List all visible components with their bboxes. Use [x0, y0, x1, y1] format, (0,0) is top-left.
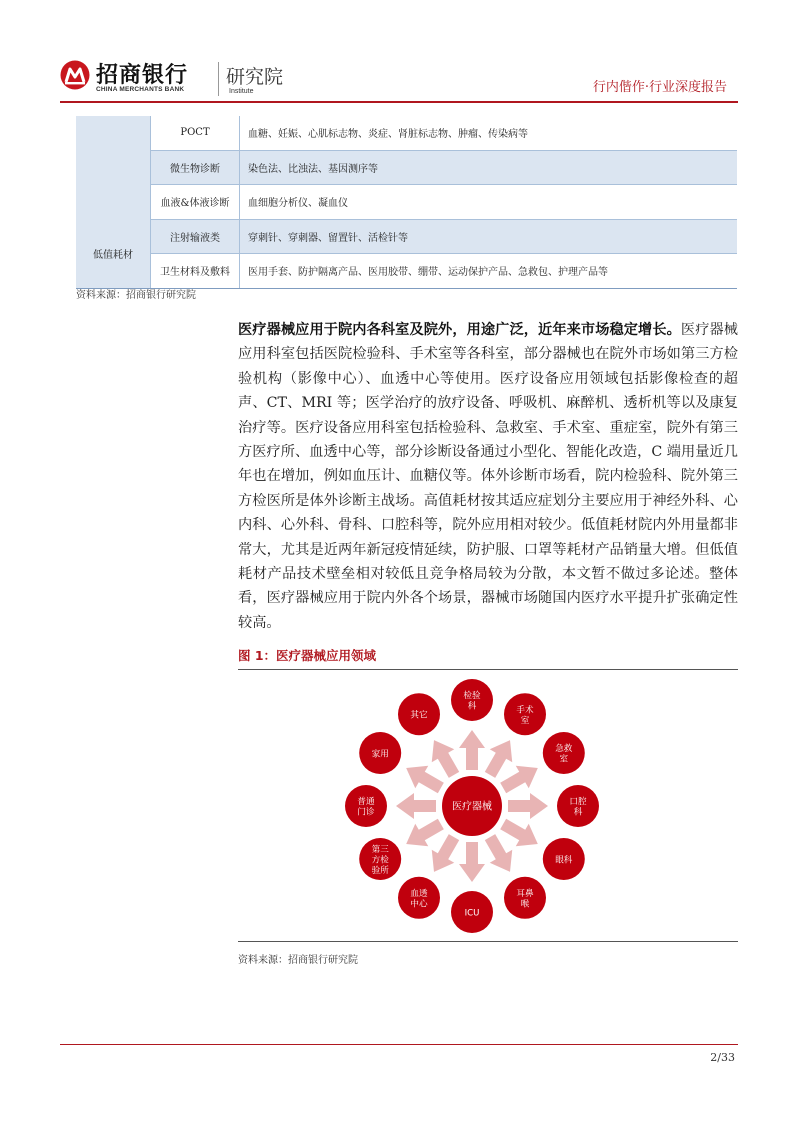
- diagram-node-label: 急救室: [555, 744, 573, 765]
- institute-name-en: Institute: [229, 88, 254, 95]
- table-description-cell: 血细胞分析仪、凝血仪: [240, 185, 738, 220]
- paragraph-lead: 医疗器械应用于院内各科室及院外，用途广泛，近年来市场稳定增长。: [238, 322, 681, 338]
- diagram-node-label: 其它: [410, 710, 428, 721]
- application-diagram: [238, 670, 738, 940]
- table-category-cell: 低值耗材: [76, 219, 151, 288]
- institute-name-cn: 研究院: [226, 66, 284, 88]
- diagram-node-label: 耳鼻喉: [516, 888, 534, 910]
- center-node-label: 医疗器械: [452, 801, 492, 813]
- cmb-logo-icon: [60, 60, 90, 90]
- arrow-shape: [479, 734, 522, 782]
- device-category-table: [76, 116, 737, 289]
- arrow-shape: [508, 793, 548, 819]
- diagram-node-label: ICU: [464, 908, 480, 919]
- table-subcategory-cell: 血液&体液诊断: [151, 185, 240, 220]
- diagram-node-label: 普通门诊: [357, 797, 375, 818]
- header-divider: [218, 62, 219, 96]
- table-row: [76, 185, 737, 220]
- arrow-shape: [497, 813, 545, 856]
- page-number: 2/33: [710, 1051, 735, 1064]
- table-description-cell: 血糖、妊娠、心肌标志物、炎症、肾脏标志物、肿瘤、传染病等: [240, 116, 738, 150]
- figure-source-note: 资料来源：招商银行研究院: [238, 955, 358, 966]
- body-paragraph: [238, 318, 738, 635]
- table-row: [76, 116, 737, 150]
- diagram-node-label: 检验科: [463, 691, 481, 712]
- table-source-note: 资料来源：招商银行研究院: [76, 290, 196, 301]
- table-description-cell: 染色法、比浊法、基因测序等: [240, 150, 738, 185]
- table-row: [76, 254, 737, 289]
- arrow-shape: [423, 734, 466, 782]
- paragraph-text: 医疗器械应用科室包括医院检验科、手术室等各科室，部分器械也在院外市场如第三方检验机构（影像中心）、血透中心等使用。医疗设备应用领域包括影像检查的超声、CT、MRI 等；医学治疗的放疗设备、呼吸机、麻醉机、透析机等以及康复治疗等。医疗设备应用科室包括检验科、急救室、手术室、重症室，院外有第三方医疗所、血透中心等，部分诊断设备通过小型化、智能化改造，C 端用量近几年也在增加，例如血压计、血糖仪等。体外诊断市场看，院内检验科、院外第三方检医所是体外诊断主战场。高值耗材按其适应症划分主要应用于神经外科、心内科、心外科、骨科、口腔科等，院外应用相对较少。低值耗材院内外用量都非常大，尤其是近两年新冠疫情延续，防护服、口罩等耗材产品销量大增。但低值耗材产品技术壁垒相对较低且竞争格局较为分散，本文暂不做过多论述。整体看，医疗器械应用于院内外各个场景，器械市场随国内医疗水平提升扩张确定性较高。: [238, 322, 738, 631]
- figure-title: 图 1：医疗器械应用领域: [238, 648, 377, 663]
- table-subcategory-cell: 微生物诊断: [151, 150, 240, 185]
- arrow-shape: [400, 813, 448, 856]
- figure-bottom-rule: [238, 941, 738, 942]
- arrow-shape: [479, 831, 522, 879]
- diagram-node-label: 第三方检验所: [371, 844, 389, 876]
- table-category-cell: [76, 116, 151, 219]
- arrow-shape: [459, 730, 485, 770]
- diagram-node-label: 血透中心: [410, 888, 428, 910]
- arrow-shape: [400, 757, 448, 800]
- diagram-node-label: 手术室: [516, 705, 534, 726]
- arrow-shape: [497, 757, 545, 800]
- table-subcategory-cell: POCT: [151, 116, 240, 150]
- table-description-cell: 穿刺针、穿刺器、留置针、活检针等: [240, 219, 738, 254]
- diagram-node-label: 眼科: [555, 855, 573, 866]
- table-subcategory-cell: 注射输液类: [151, 219, 240, 254]
- table-row: [76, 150, 737, 185]
- bank-name-cn: 招商银行: [96, 63, 189, 88]
- footer-rule: [60, 1044, 738, 1045]
- table-row: [76, 219, 737, 254]
- table-description-cell: 医用手套、防护隔离产品、医用胶带、绷带、运动保护产品、急救包、护理产品等: [240, 254, 738, 289]
- table-subcategory-cell: 卫生材料及敷料: [151, 254, 240, 289]
- arrow-shape: [459, 842, 485, 882]
- report-type-label: 行内偕作·行业深度报告: [592, 80, 727, 95]
- arrow-shape: [396, 793, 436, 819]
- bank-name-en: CHINA MERCHANTS BANK: [96, 86, 185, 93]
- diagram-node-label: 口腔科: [569, 797, 587, 818]
- diagram-node-label: 家用: [371, 749, 389, 760]
- header-rule: [60, 101, 738, 103]
- arrow-shape: [423, 831, 466, 879]
